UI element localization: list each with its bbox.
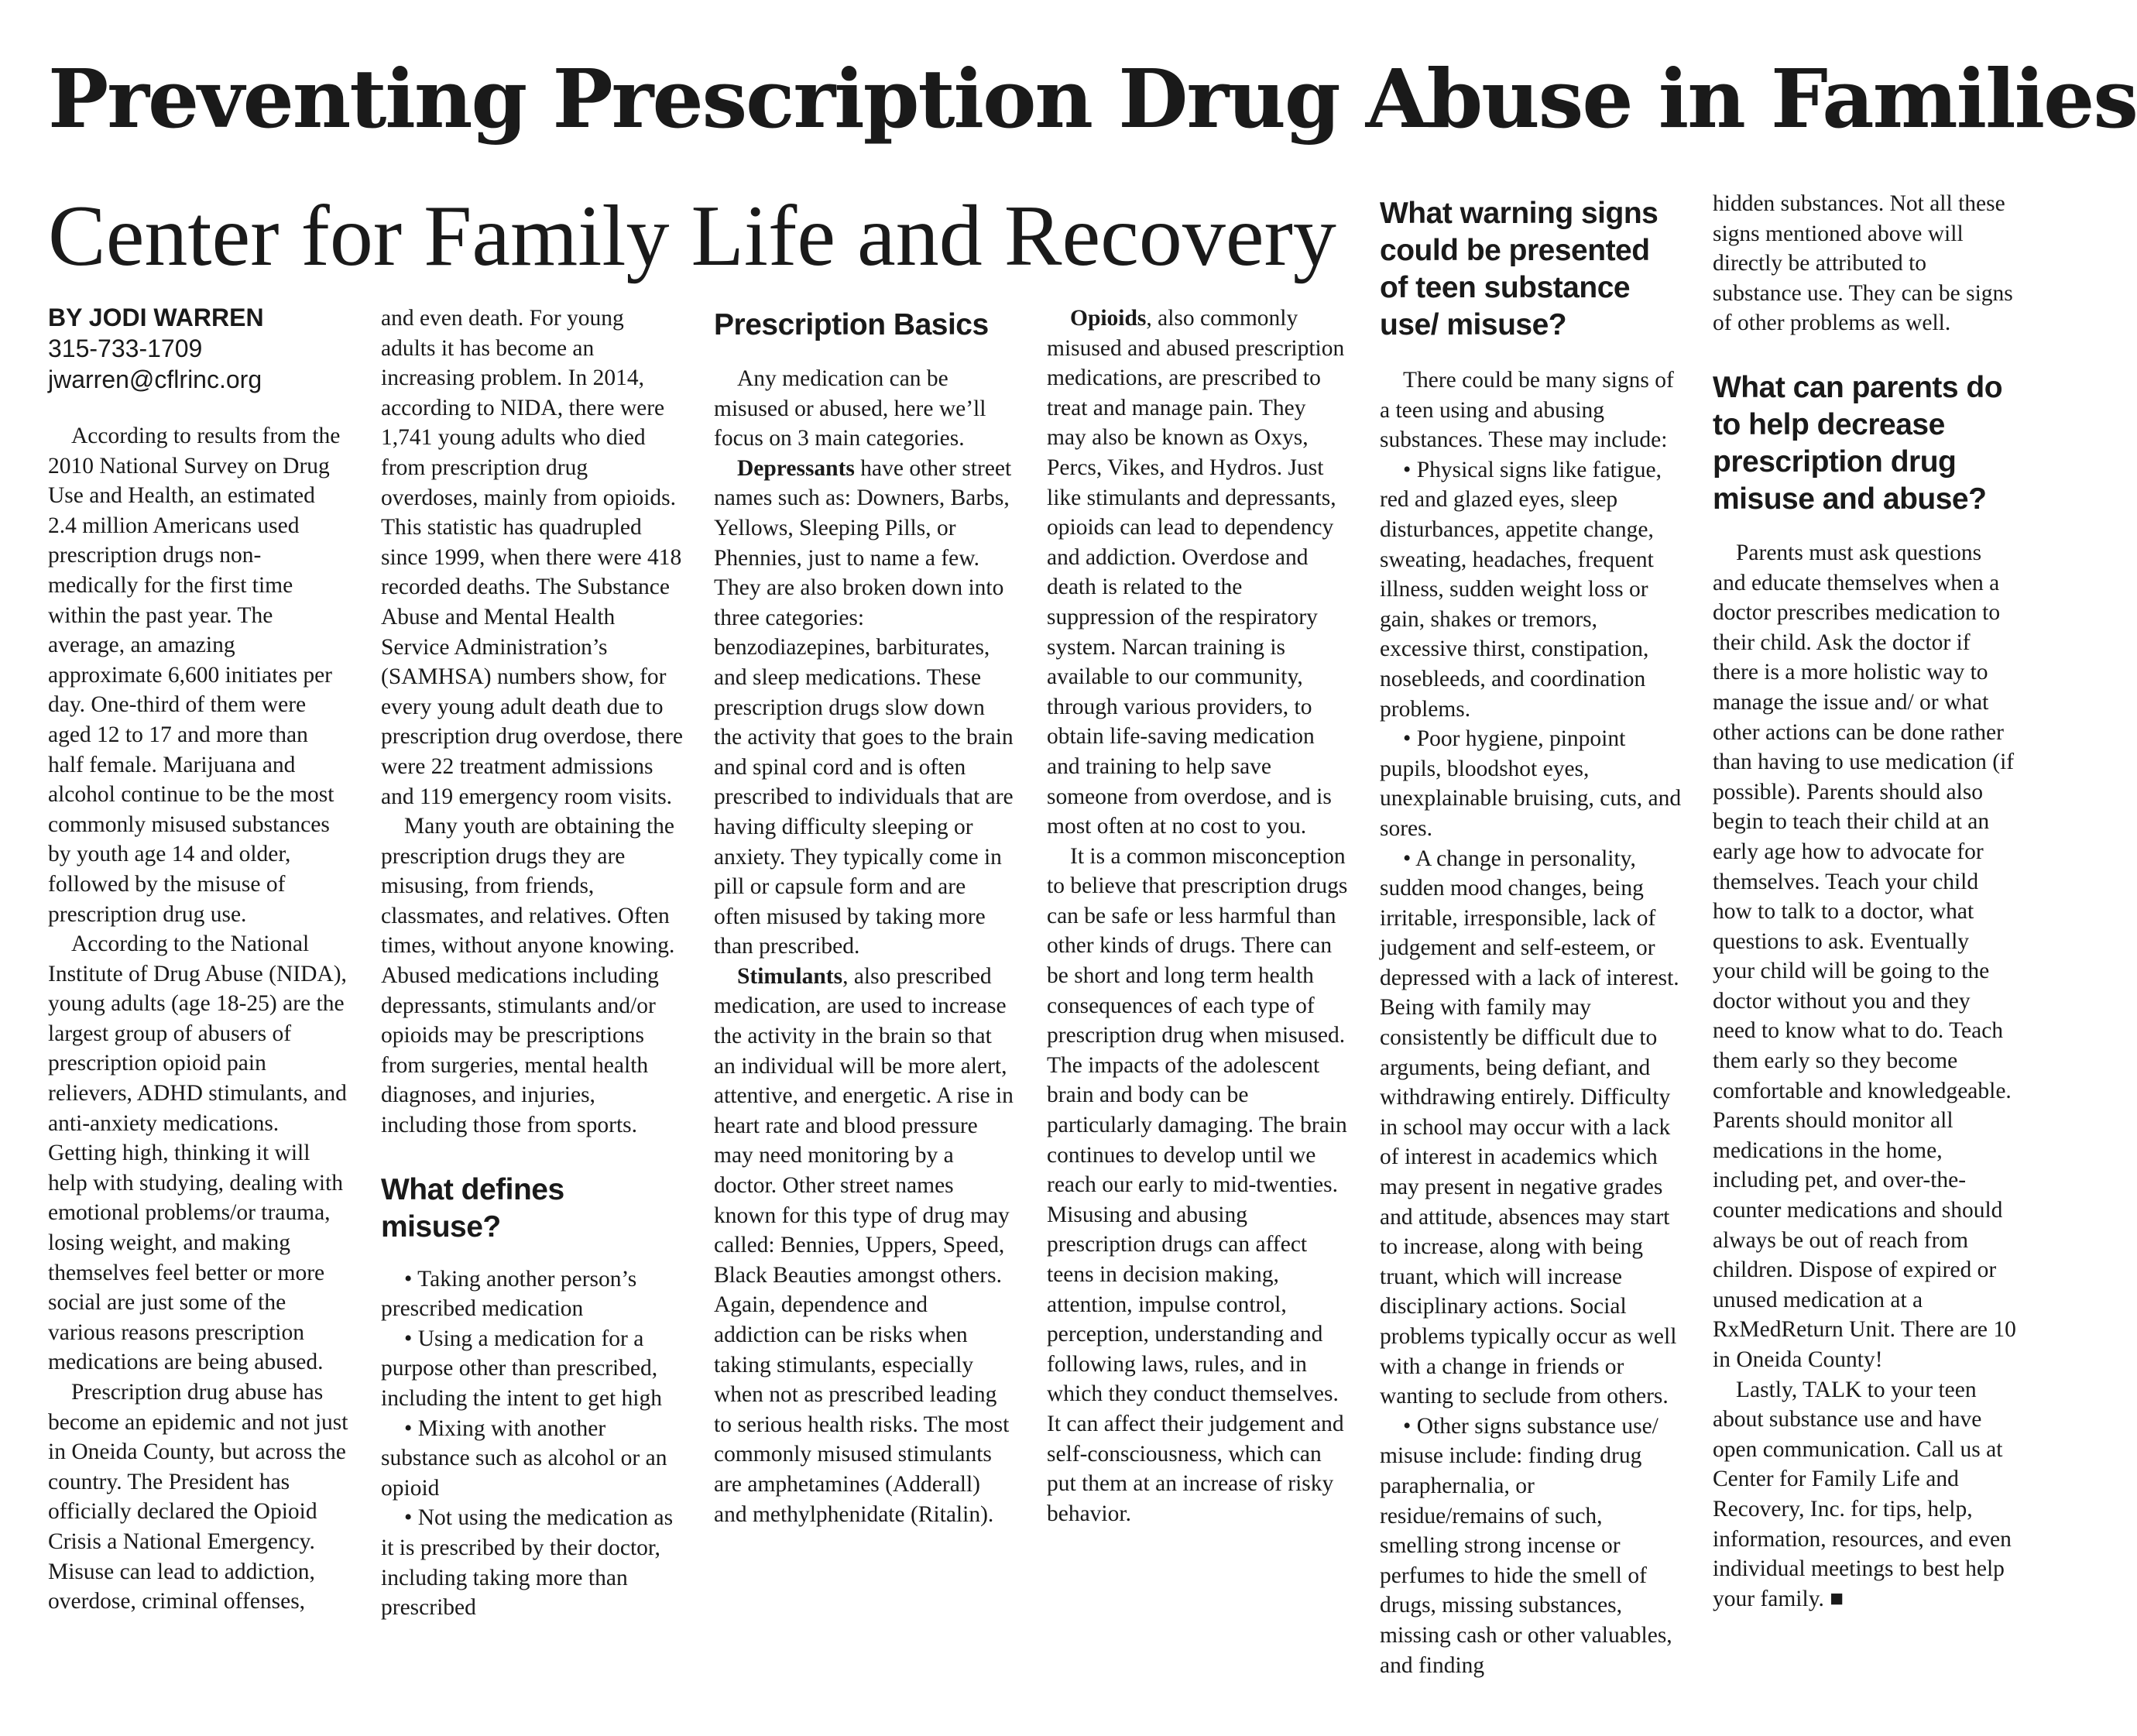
paragraph: It is a common misconception to believe that prescription drugs can be safe or less harmful than other kinds of drugs. There can be short and long term health consequences of each type of prescription drug when misused. The impacts of the adolescent brain and body can be particularly damaging. The brain continues to develop until we reach our early to mid-twenties. Misusing and abusing prescription drugs can affect teens in decision making, attention, impulse control, perception, understanding and following laws, rules, and in which they conduct themselves. It can affect their judgement and self-consciousness, which can put them at an increase of risky behavior. <box>1047 843 1348 1526</box>
paragraph: According to results from the 2010 National Survey on Drug Use and Health, an estimated 2.4 million Americans used prescription drugs non-medically for the first time within the past year. The average, an amazing approximate 6,600 initiates per day. One-third of them were aged 12 to 17 and more than half female. Marijuana and alcohol continue to be the most commonly misused substances by youth age 14 and older, followed by the misuse of prescription drug use. <box>48 424 341 927</box>
bullet-item: • Poor hygiene, pinpoint pupils, bloodshot eyes, unexplainable bruising, cuts, and sores. <box>1380 726 1682 841</box>
column-6 <box>1713 189 2016 1611</box>
author-name: BY JODI WARREN <box>48 304 264 331</box>
bullet-item: • Other signs substance use/ misuse include: finding drug paraphernalia, or residue/remains of such, smelling strong incense or perfumes to hide the smell of drugs, missing substances, missing cash or other valuables, and finding <box>1380 1413 1672 1678</box>
column-1 <box>48 302 348 1696</box>
bullet-item: • Not using the medication as it is prescribed by their doctor, including taking more than prescribed <box>381 1505 674 1621</box>
paragraph-opioids <box>1047 304 1350 842</box>
paragraph-depressants <box>714 454 1016 962</box>
term-stimulants: Stimulants <box>737 963 843 989</box>
author-email[interactable]: jwarren@cflrinc.org <box>48 365 262 393</box>
paragraph: Any medication can be misused or abused, here we’ll focus on 3 main categories. <box>714 366 986 451</box>
paragraph: Prescription drug abuse has become an epidemic and not just in Oneida County, but across the country. The President has officially declared the Opioid Crisis a National Emergency. Misuse can lead to addiction, overdose, criminal offenses, <box>48 1380 348 1614</box>
column-3 <box>714 307 1016 1700</box>
paragraph-text: , also commonly misused and abused prescription medications, are prescribed to treat and manage pain. They may also be known as Oxys, Percs, Vikes, and Hydros. Just like stimulants and depressants, opioids can lead to dependency and addiction. Overdose and death is related to the suppression of the respiratory system. Narcan training is available to our community, through various providers, to obtain life-saving medication and training to help save someone from overdose, and is most often at no cost to you. <box>1047 306 1345 839</box>
section-heading: What can parents do to help decrease prescription drug misuse and abuse? <box>1713 370 2003 516</box>
bullet-item: • Physical signs like fatigue, red and glazed eyes, sleep disturbances, appetite change, sweating, headaches, frequent illness, sudden weight loss or gain, shakes or tremors, excessive thirst, constipation, nosebleeds, and coordination problems. <box>1380 457 1662 722</box>
byline-spacer <box>48 395 348 421</box>
paragraph: hidden substances. Not all these signs mentioned above will directly be attributed to substance use. They can be signs of other problems as well. <box>1713 191 2013 336</box>
column-4 <box>1047 304 1350 1697</box>
byline <box>48 302 348 395</box>
bullet-item: • Using a medication for a purpose other than prescribed, including the intent to get high <box>381 1326 662 1411</box>
paragraph: According to the National Institute of Drug Abuse (NIDA), young adults (age 18-25) are the largest group of abusers of prescription opioid pain relievers, ADHD stimulants, and anti-anxiety medications. Getting high, thinking it will help with studying, dealing with emotional problems/or trauma, losing weight, and making themselves feel better or more social are just some of the various reasons prescription medications are being abused. <box>48 931 347 1375</box>
term-opioids: Opioids <box>1070 306 1147 331</box>
bullet-item: • Taking another person’s prescribed medication <box>381 1266 637 1322</box>
paragraph-text: , also prescribed medication, are used to increase the activity in the brain so that an individual will be more alert, attentive, and energetic. A rise in heart rate and blood pressure may need monitoring by a doctor. Other street names known for this type of drug may called: Bennies, Uppers, Speed, Black Beauties amongst others. Again, dependence and addiction can be risks when taking stimulants, especially when not as prescribed leading to serious health risks. The most commonly misused stimulants are amphetamines (Adderall) and methylphenidate (Ritalin). <box>714 963 1014 1527</box>
column-5 <box>1380 195 1682 1678</box>
bullet-item: • Mixing with another substance such as alcohol or an opioid <box>381 1415 667 1501</box>
paragraph-stimulants <box>714 962 1016 1529</box>
bullet-item: • A change in personality, sudden mood changes, being irritable, irresponsible, lack of judgement and self-esteem, or depressed with a lack of interest. Being with family may consistently be difficult due to arguments, being defiant, and withdrawing entirely. Difficulty in school may occur with a lack of interest in academics which may present in negative grades and attitude, absences may start to increase, along with being truant, which will increase disciplinary actions. Social problems typically occur as well with a change in friends or wanting to seclude from others. <box>1380 846 1679 1409</box>
section-heading: Prescription Basics <box>714 308 989 341</box>
paragraph-text: have other street names such as: Downers, Barbs, Yellows, Sleeping Pills, or Phennies, just to name a few. They are also broken down into three categories: benzodiazepines, barbiturates, and sleep medications. These prescription drugs slow down the activity that goes to the brain and spinal cord and is often prescribed to individuals that are having difficulty sleeping or anxiety. They typically come in pill or capsule form and are often misused by taking more than prescribed. <box>714 455 1014 959</box>
paragraph: Lastly, TALK to your teen about substance use and have open communication. Call us at Center for Family Life and Recovery, Inc. for tips, help, information, resources, and even individual meetings to best help your family. ■ <box>1713 1377 2012 1611</box>
term-depressants: Depressants <box>737 455 855 481</box>
article-subtitle: Center for Family Life and Recovery <box>48 188 1336 284</box>
section-heading: What defines misuse? <box>381 1172 564 1244</box>
article-title: Preventing Prescription Drug Abuse in Families <box>48 51 2137 146</box>
paragraph: There could be many signs of a teen using and abusing substances. These may include: <box>1380 368 1674 453</box>
column-2 <box>381 304 683 1697</box>
author-phone: 315-733-1709 <box>48 335 203 362</box>
paragraph: Parents must ask questions and educate themselves when a doctor prescribes medication to their child. Ask the doctor if there is a more holistic way to manage the issue and/ or what other actions can be done rather than having to use medication (if possible). Parents should also begin to teach their child at an early age how to advocate for themselves. Teach your child how to talk to a doctor, what questions to ask. Eventually your child will be going to the doctor without you and they need to know what to do. Teach them early so they become comfortable and knowledgeable. Parents should monitor all medications in the home, including pet, and over-the-counter medications and should always be out of reach from children. Dispose of expired or unused medication at a RxMedReturn Unit. There are 10 in Oneida County! <box>1713 540 2016 1372</box>
paragraph: Many youth are obtaining the prescription drugs they are misusing, from friends, classmates, and relatives. Often times, without anyone knowing. Abused medications including depressants, stimulants and/or opioids may be prescriptions from surgeries, mental health diagnoses, and injuries, including those from sports. <box>381 814 675 1138</box>
paragraph: and even death. For young adults it has become an increasing problem. In 2014, according to NIDA, there were 1,741 young adults who died from prescription drug overdoses, mainly from opioids. This statistic has quadrupled since 1999, when there were 418 recorded deaths. The Substance Abuse and Mental Health Service Administration’s (SAMHSA) numbers show, for every young adult death due to prescription drug overdose, there were 22 treatment admissions and 119 emergency room visits. <box>381 306 683 809</box>
section-heading: What warning signs could be presented of teen substance use/ misuse? <box>1380 197 1658 341</box>
